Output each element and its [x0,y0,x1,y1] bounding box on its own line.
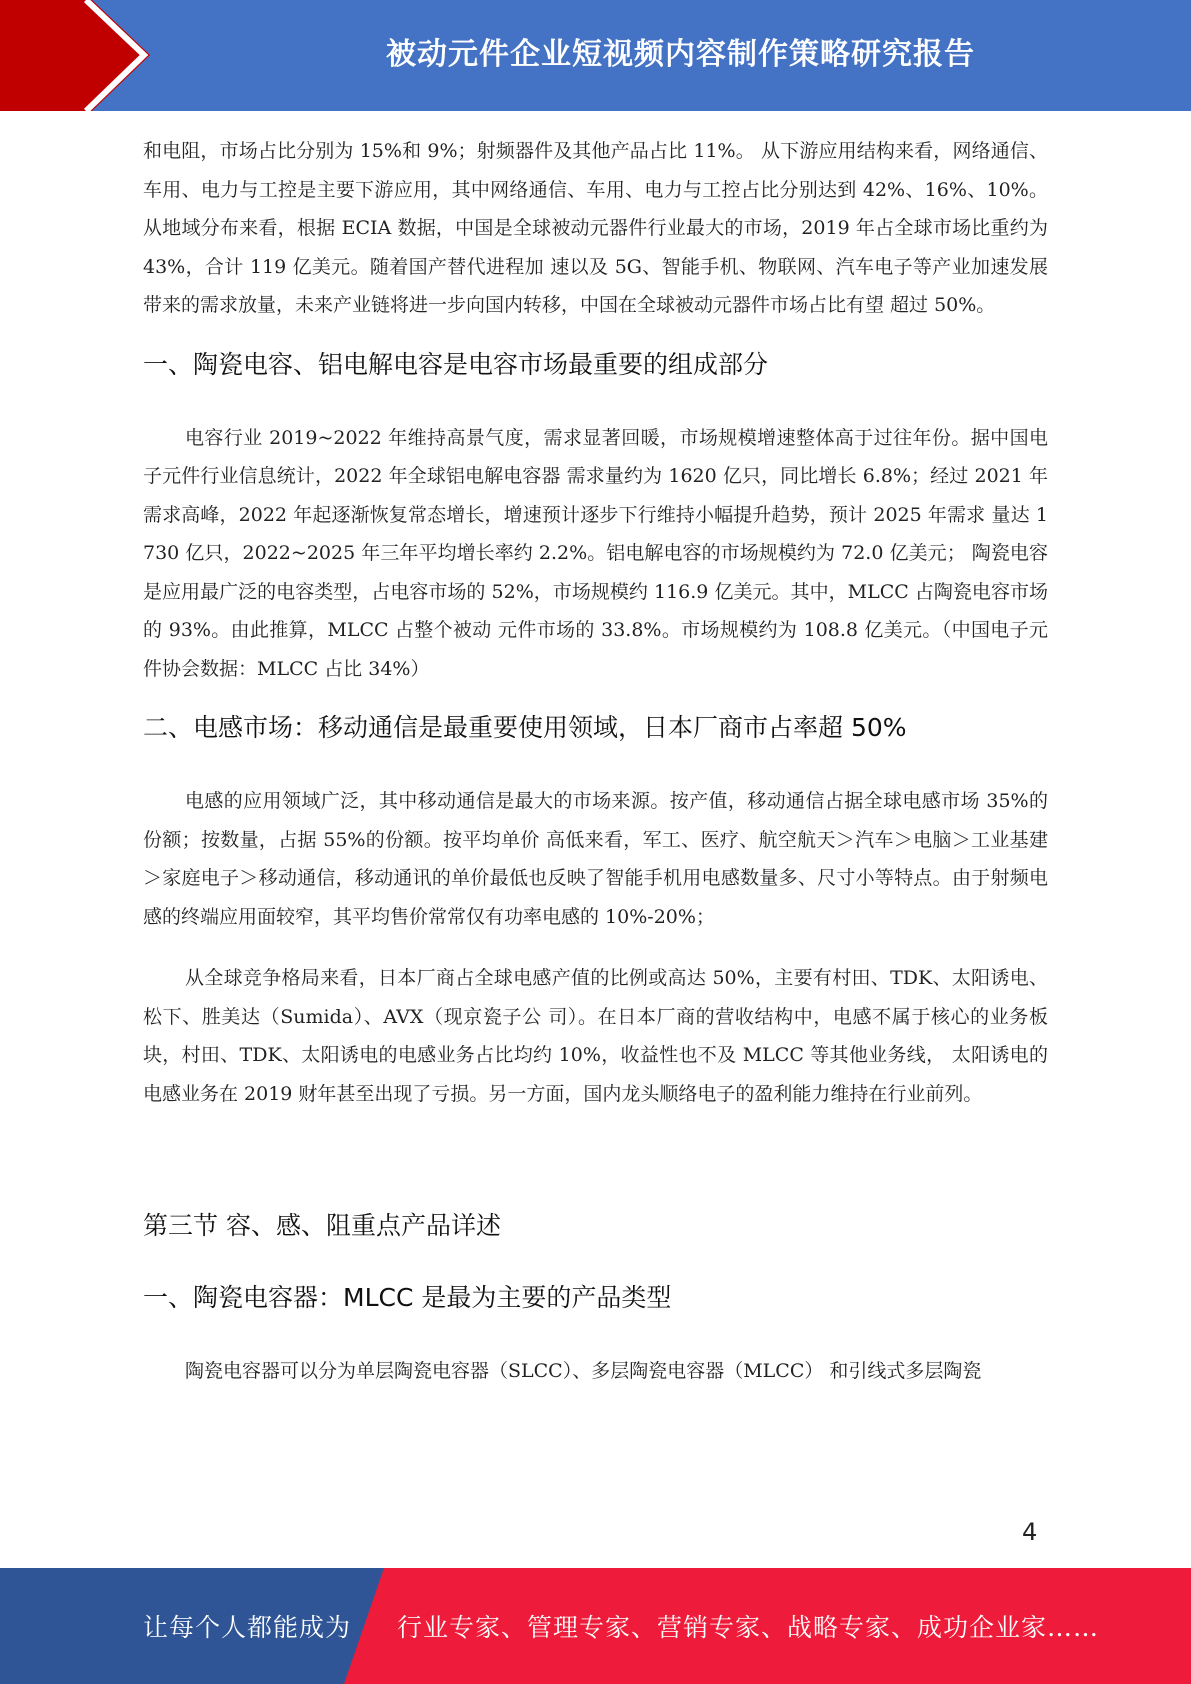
header-arrow-decoration [0,0,150,111]
heading-mlcc: 一、陶瓷电容器：MLCC 是最为主要的产品类型 [143,1283,672,1312]
page-number: 4 [1022,1518,1038,1546]
page-footer [0,1568,1191,1684]
footer-slogan-right: 行业专家、管理专家、营销专家、战略专家、成功企业家…… [397,1613,1100,1642]
report-title: 被动元件企业短视频内容制作策略研究报告 [386,37,975,72]
paragraph-ceramic-types: 陶瓷电容器可以分为单层陶瓷电容器（SLCC）、多层陶瓷电容器（MLCC） 和引线式多层陶瓷 [185,1360,982,1382]
section-heading: 第三节 容、感、阻重点产品详述 [143,1211,501,1240]
heading-inductor-market: 二、电感市场：移动通信是最重要使用领域，日本厂商市占率超 50% [143,713,907,742]
page-header [0,0,1191,111]
paragraph-inductor-competition: 从全球竞争格局来看，日本厂商占全球电感产值的比例或高达 50%，主要有村田、TDK、太阳诱电、松下、胜美达（Sumida）、AVX（现京瓷子公 司）。在日本厂商的营收结构中，电感不属于核心的业务板块，村田、TDK、太阳诱电的电感业务占比均约 10%，收益性也不及 MLCC 等其他业务线， 太阳诱电的电感业务在 2019 财年甚至出现了亏损。另一方面，国内龙头顺络电子的盈利能力维持在行业前列。 [143,967,1048,1105]
main-content [143,132,1048,1391]
paragraph-capacitor-market: 电容行业 2019~2022 年维持高景气度，需求显著回暖，市场规模增速整体高于过往年份。据中国电子元件行业信息统计，2022 年全球铝电解电容器 需求量约为 1620 亿只，同比增长 6.8%；经过 2021 年需求高峰，2022 年起逐渐恢复常态增长，增速预计逐步下行维持小幅提升趋势，预计 2025 年需求 量达 1730 亿只，2022~2025 年三年平均增长率约 2.2%。铝电解电容的市场规模约为 72.0 亿美元； 陶瓷电容是应用最广泛的电容类型，占电容市场的 52%，市场规模约 116.9 亿美元。其中，MLCC 占陶瓷电容市场的 93%。由此推算，MLCC 占整个被动 元件市场的 33.8%。市场规模约为 108.8 亿美元。（中国电子元件协会数据：MLCC 占比 34%） [143,426,1048,680]
paragraph-inductor-applications: 电感的应用领域广泛，其中移动通信是最大的市场来源。按产值，移动通信占据全球电感市场 35%的份额；按数量，占据 55%的份额。按平均单价 高低来看，军工、医疗、航空航天＞汽车＞电脑＞工业基建＞家庭电子＞移动通信，移动通讯的单价最低也反映了智能手机用电感数量多、尺寸小等特点。由于射频电感的终端应用面较窄，其平均售价常常仅有功率电感的 10%-20%； [143,790,1048,928]
heading-ceramic-capacitor: 一、陶瓷电容、铝电解电容是电容市场最重要的组成部分 [143,349,769,379]
paragraph-market-structure: 和电阻，市场占比分别为 15%和 9%；射频器件及其他产品占比 11%。 从下游应用结构来看，网络通信、车用、电力与工控是主要下游应用，其中网络通信、车用、电力与工控占比分别达到 42%、16%、10%。 从地域分布来看，根据 ECIA 数据，中国是全球被动元器件行业最大的市场，2019 年占全球市场比重约为 43%，合计 119 亿美元。随着国产替代进程加 速以及 5G、智能手机、物联网、汽车电子等产业加速发展带来的需求放量，未来产业链将进一步向国内转移，中国在全球被动元器件市场占比有望 超过 50%。 [143,140,1048,316]
footer-slogan-left: 让每个人都能成为 [143,1613,352,1642]
